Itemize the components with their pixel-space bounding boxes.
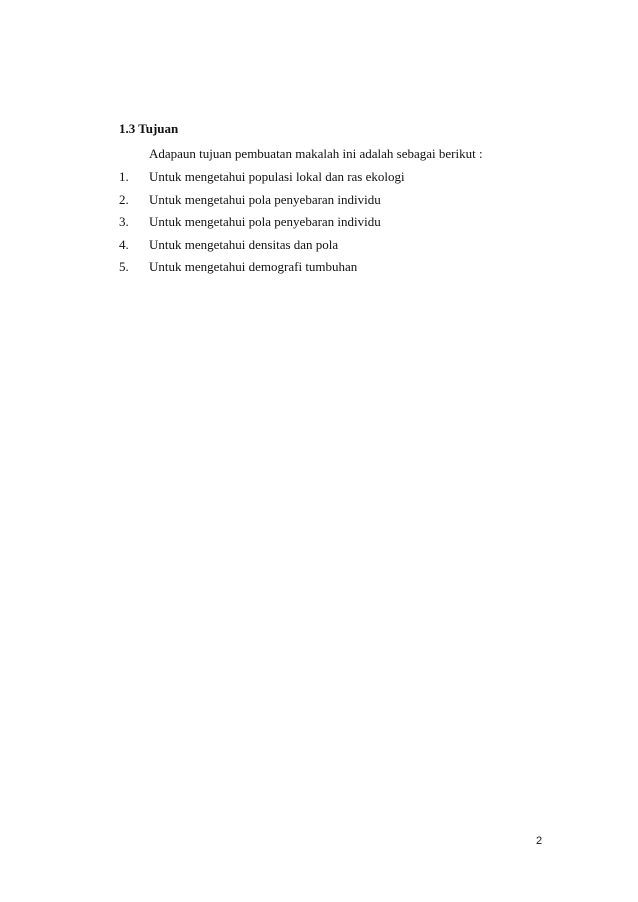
list-item-text: Untuk mengetahui densitas dan pola	[149, 236, 339, 252]
list-item-text: Untuk mengetahui populasi lokal dan ras ekologi	[149, 169, 405, 184]
list-item-number: 1.	[119, 169, 129, 184]
list-item-text: Untuk mengetahui pola penyebaran individu	[149, 191, 381, 207]
page-number: 2	[536, 835, 543, 847]
list-item-number: 5.	[119, 259, 129, 274]
section-heading: 1.3 Tujuan	[119, 121, 179, 136]
list-item-number: 2.	[119, 191, 129, 207]
list-item-number: 3.	[119, 214, 129, 229]
list-item-text: Untuk mengetahui demografi tumbuhan	[149, 259, 358, 274]
intro-paragraph: Adapaun tujuan pembuatan makalah ini adalah sebagai berikut :	[149, 146, 483, 161]
list-item-number: 4.	[119, 236, 129, 252]
list-item-text: Untuk mengetahui pola penyebaran individu	[149, 214, 381, 229]
